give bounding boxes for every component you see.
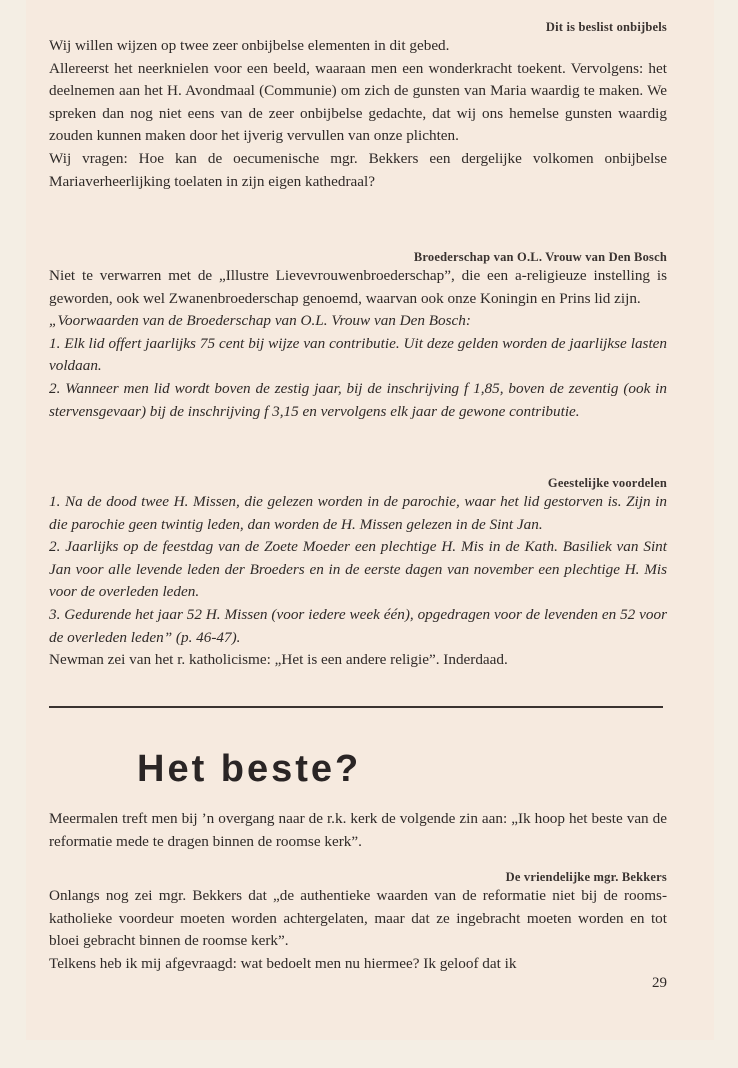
- quote-line: 2. Wanneer men lid wordt boven de zestig jaar, bij de inschrijving f 1,85, boven de zeventig (ook in stervensgevaar) bij de inschrijving f 3,15 en vervolgens elk jaar de gewone contributie.: [49, 379, 667, 420]
- paragraph: Onlangs nog zei mgr. Bekkers dat „de authentieke waarden van de reformatie niet bij de rooms-katholieke voordeur moeten worden achtergelaten, maar dat ze ingebracht moeten worden en tot bloei gebracht binnen de roomse kerk”.: [49, 887, 667, 950]
- paragraph: Newman zei van het r. katholicisme: „Het is een andere religie”. Inderdaad.: [49, 651, 508, 669]
- section-heading: Geestelijke voordelen: [547, 476, 667, 490]
- quote-line: 2. Jaarlijks op de feestdag van de Zoete Moeder een plechtige H. Mis in de Kath. Basiliek van Sint Jan voor alle levende leden der Broeders en in de eerste dagen van november een plechtige H. Mis voor de overleden leden.: [49, 538, 667, 601]
- divider: [49, 706, 663, 708]
- paragraph: Allereerst het neerknielen voor een beeld, waaraan men een wonderkracht toekent. Vervolgens: het deelnemen aan het H. Avondmaal (Communie) om zich de gunsten van Maria waardig te maken. We spreken dan nog niet eens van de zeer onbijbelse gedachte, dat wij ons hemelse gunsten waardig zouden kunnen maken door het ijverig vervullen van onze plichten.: [49, 59, 667, 145]
- article-title: Het beste?: [137, 748, 362, 790]
- section-voordelen: [49, 476, 667, 672]
- quote-line: „Voorwaarden van de Broederschap van O.L. Vrouw van Den Bosch:: [49, 312, 471, 330]
- article-body: [49, 808, 667, 853]
- article-subsection: [49, 870, 667, 992]
- page-number: 29: [652, 975, 667, 992]
- quote-line: 1. Na de dood twee H. Missen, die gelezen worden in de parochie, waar het lid gestorven is. Zijn in die parochie geen twintig leden, dan worden de H. Missen gelezen in de Sint Jan.: [49, 493, 667, 533]
- paragraph: Wij willen wijzen op twee zeer onbijbelse elementen in dit gebed.: [49, 37, 450, 54]
- paragraph: Meermalen treft men bij ’n overgang naar de r.k. kerk de volgende zin aan: „Ik hoop het beste van de reformatie mede te dragen binnen de roomse kerk”.: [49, 810, 667, 850]
- section-broederschap: [49, 250, 667, 423]
- paragraph: Niet te verwarren met de „Illustre Lievevrouwenbroederschap”, die een a-religieuze instelling is geworden, ook wel Zwanenbroederschap genoemd, waarvan ook onze Koningin en Prins lid zijn.: [49, 267, 667, 307]
- quote-line: 1. Elk lid offert jaarlijks 75 cent bij wijze van contributie. Uit deze gelden worden de jaarlijkse lasten voldaan.: [49, 334, 667, 375]
- quote-line: 3. Gedurende het jaar 52 H. Missen (voor iedere week één), opgedragen voor de levenden en 52 voor de overleden leden” (p. 46-47).: [49, 605, 667, 646]
- section-heading: Dit is beslist onbijbels: [545, 20, 667, 34]
- section-heading: Broederschap van O.L. Vrouw van Den Bosch: [413, 250, 667, 264]
- paragraph: Telkens heb ik mij afgevraagd: wat bedoelt men nu hiermee? Ik geloof dat ik: [49, 954, 517, 972]
- section-heading: De vriendelijke mgr. Bekkers: [505, 870, 667, 884]
- paragraph: Wij vragen: Hoe kan de oecumenische mgr. Bekkers een dergelijke volkomen onbijbelse Mariaverheerlijking toelaten in zijn eigen kathedraal?: [49, 149, 667, 190]
- section-onbijbels: [49, 20, 667, 193]
